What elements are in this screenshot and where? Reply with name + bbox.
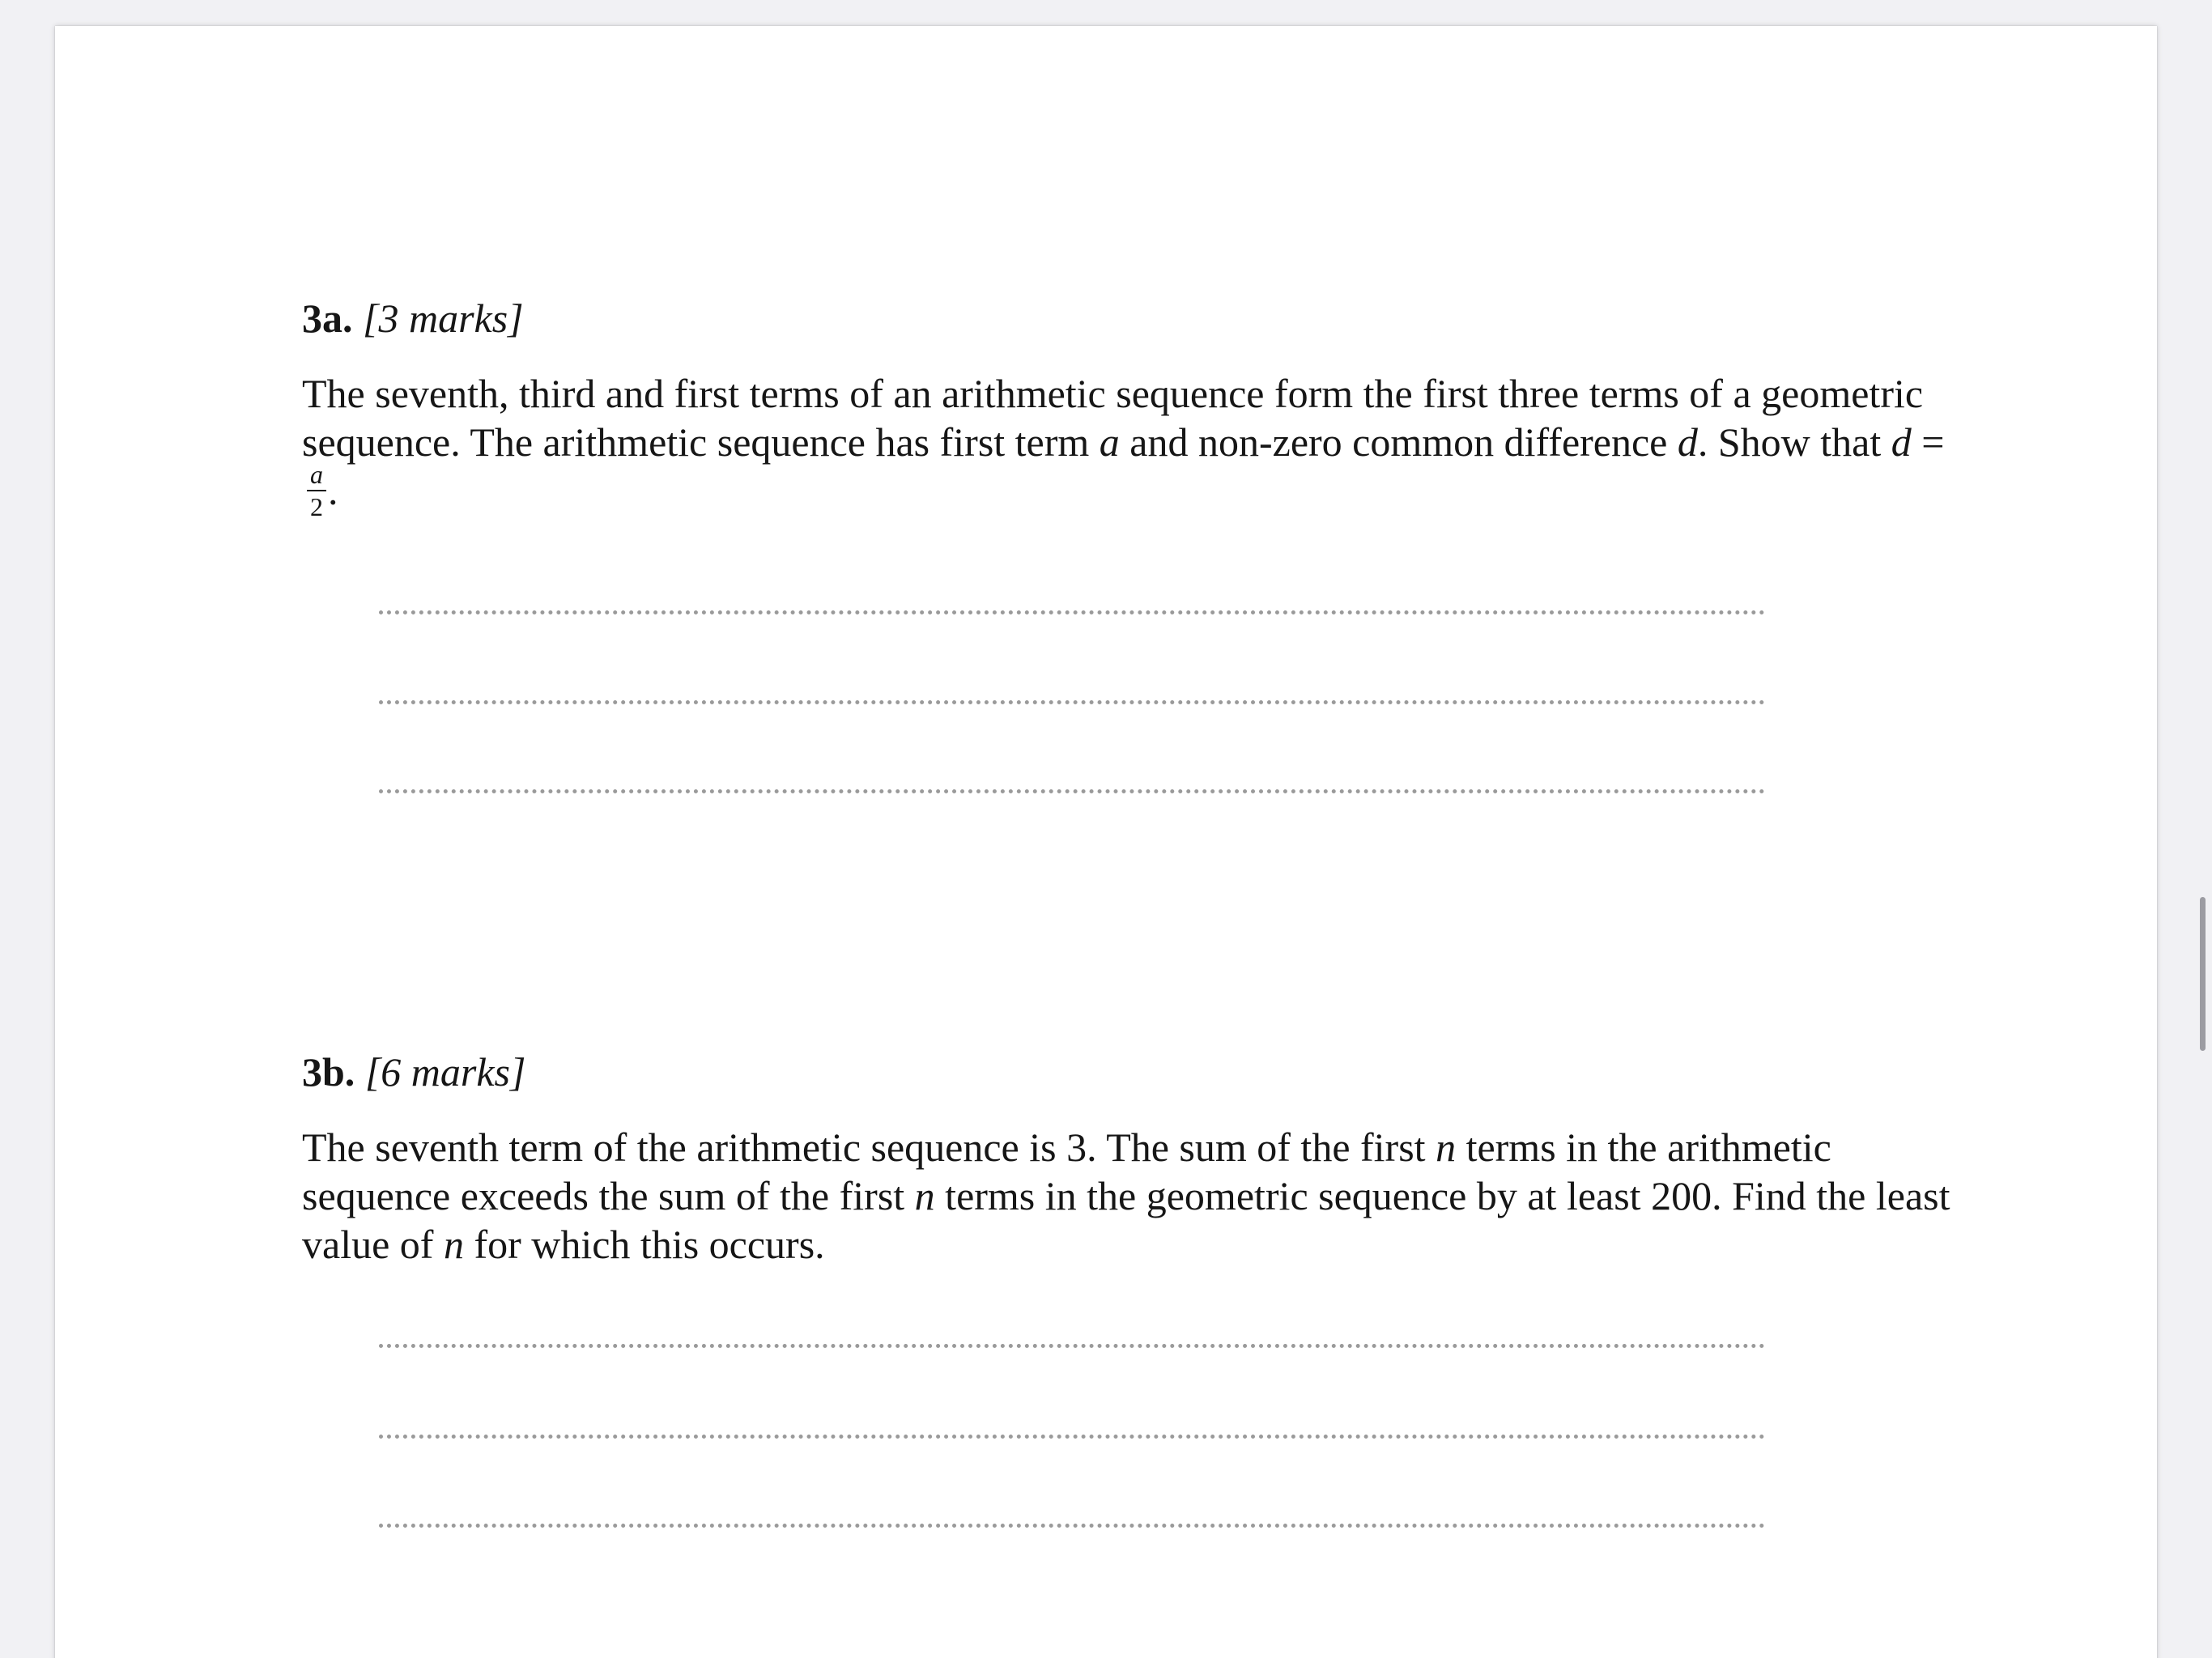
question-number: 3b. — [302, 1049, 355, 1095]
question-3b — [302, 1044, 1962, 1269]
answer-line[interactable] — [379, 1435, 1765, 1439]
question-marks: [6 marks] — [364, 1049, 526, 1095]
question-text: The seventh term of the arithmetic sequence is 3. The sum of the first — [302, 1124, 1436, 1170]
answer-line[interactable] — [379, 700, 1765, 704]
math-variable: n — [914, 1173, 935, 1218]
question-text: terms in the geometric sequence by at least 200. Find the least value of — [302, 1173, 1950, 1267]
scrollbar-thumb[interactable] — [2200, 897, 2206, 1051]
math-variable: d — [1891, 419, 1912, 465]
fraction-denominator: 2 — [310, 491, 323, 521]
math-fraction — [307, 461, 326, 521]
question-number: 3a. — [302, 295, 353, 341]
question-marks: [3 marks] — [363, 295, 524, 341]
question-3a-header — [302, 290, 1962, 346]
math-variable: n — [443, 1222, 464, 1267]
question-3b-header — [302, 1044, 1962, 1100]
answer-line[interactable] — [379, 610, 1765, 614]
question-text: The seventh, third and first terms of an arithmetic sequence form the first three terms of a geometric sequence. The arithmetic sequence has first term — [302, 371, 1924, 465]
answer-line[interactable] — [379, 789, 1765, 793]
question-3a — [302, 290, 1962, 521]
document-page — [55, 26, 2157, 1658]
answer-line[interactable] — [379, 1524, 1765, 1528]
fraction-numerator: a — [307, 461, 326, 491]
question-text: for which this occurs. — [463, 1222, 825, 1267]
math-variable: d — [1677, 419, 1698, 465]
question-3a-text — [302, 369, 1962, 521]
question-text: and non-zero common difference — [1119, 419, 1678, 465]
question-3b-text — [302, 1123, 1962, 1269]
question-text: . Show that — [1697, 419, 1891, 465]
math-equals: = — [1911, 419, 1945, 465]
question-text: . — [328, 468, 338, 513]
question-text: terms in the arithmetic sequence exceeds the sum of the first — [302, 1124, 1831, 1218]
answer-line[interactable] — [379, 1344, 1765, 1348]
math-variable: n — [1436, 1124, 1457, 1170]
math-variable: a — [1099, 419, 1120, 465]
